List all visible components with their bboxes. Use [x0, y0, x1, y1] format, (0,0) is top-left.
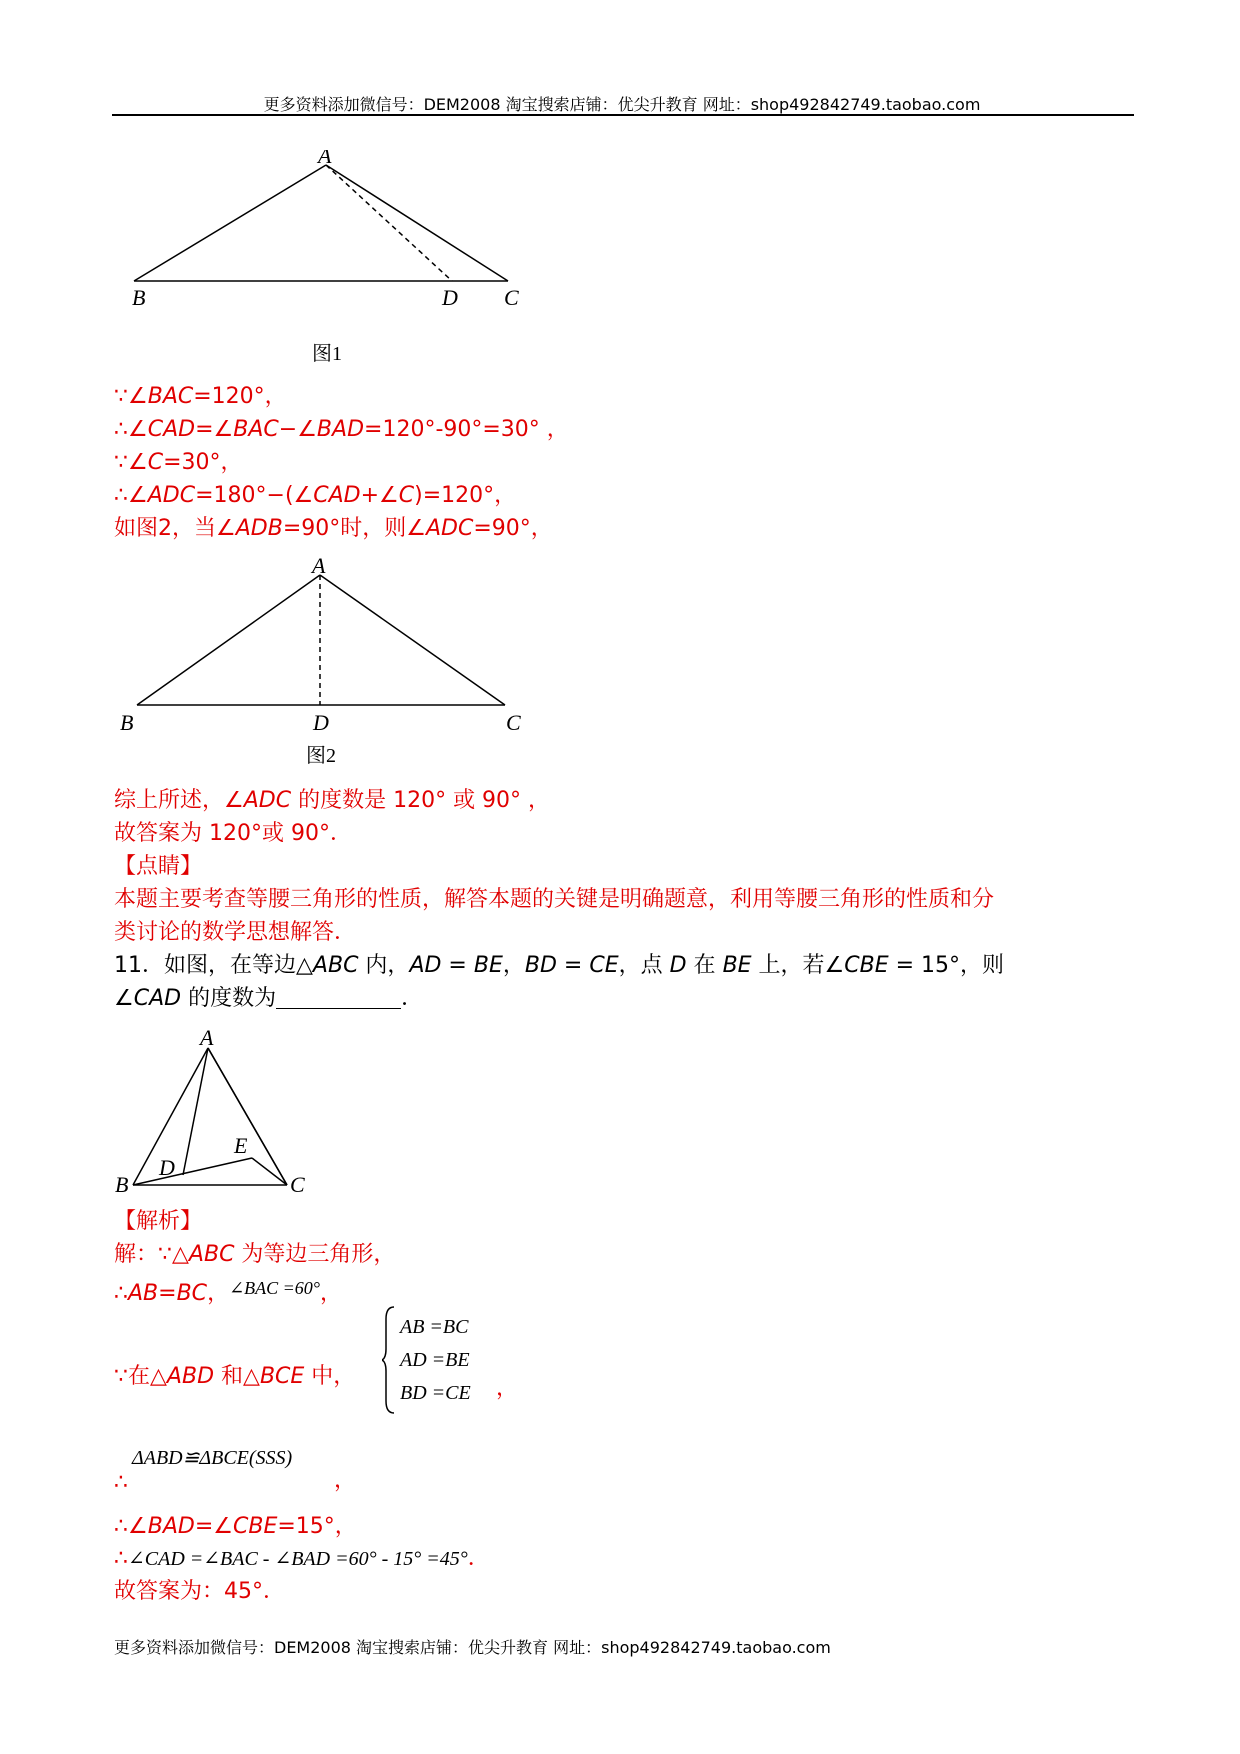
fig2-caption: 图2 — [306, 745, 336, 767]
figure-2 — [110, 555, 540, 775]
page-footer: 更多资料添加微信号：DEM2008 淘宝搜索店铺：优尖升教育 网址：shop492842749.taobao.com — [114, 1638, 831, 1657]
sol11-line-4: ∴ — [114, 1470, 128, 1495]
figure-3 — [110, 1030, 320, 1200]
fig1-label-c: C — [504, 285, 519, 310]
sol10-note-tag: 【点睛】 — [114, 854, 203, 879]
sol11-tag: 【解析】 — [114, 1209, 203, 1234]
system-brace — [382, 1305, 396, 1415]
sol10-line-3: ∵∠C=30°， — [114, 450, 243, 475]
figure-1 — [120, 150, 540, 380]
fig3-label-e: E — [234, 1133, 248, 1158]
fig3-seg-ad — [183, 1048, 208, 1175]
page-header: 更多资料添加微信号：DEM2008 淘宝搜索店铺：优尖升教育 网址：shop492842749.taobao.com — [263, 95, 981, 114]
q11-line-2: ∠CAD 的度数为 ． — [114, 986, 424, 1011]
fig2-side-ab — [137, 575, 320, 705]
sol10-line-7: 故答案为 120°或 90°． — [114, 821, 352, 846]
sol11-line-6: ∴∠CAD =∠BAC - ∠BAD =60° - 15° =45°． — [114, 1546, 490, 1571]
sol10-line-4: ∴∠ADC=180°−(∠CAD+∠C)=120°， — [114, 483, 517, 508]
sol10-note-2: 类讨论的数学思想解答． — [114, 920, 357, 945]
fig3-seg-ec — [252, 1158, 287, 1185]
q11-line-1: 11．如图，在等边△ABC 内，AD = BE，BD = CE，点 D 在 BE 上，若∠CBE = 15°，则 — [114, 953, 1005, 978]
sol11-line-2: ∴AB=BC，$^{\angle BAC =60^\circ}$， — [114, 1278, 343, 1306]
sol10-line-5: 如图2，当∠ADB=90°时，则∠ADC=90°， — [114, 516, 553, 541]
sol10-line-2: ∴∠CAD=∠BAC−∠BAD=120°-90°=30° ， — [114, 417, 569, 442]
sol11-line-3: ∵在△ABD 和△BCE 中， — [114, 1364, 356, 1389]
sol10-line-6: 综上所述，∠ADC 的度数是 120° 或 90° ， — [114, 788, 551, 813]
system-comma: ， — [496, 1376, 519, 1401]
sol11-line-4-comma: ， — [334, 1468, 357, 1493]
fig1-dashed-ad — [326, 165, 452, 281]
fig2-label-b: B — [120, 710, 134, 735]
sol10-note-1: 本题主要考查等腰三角形的性质，解答本题的关键是明确题意，利用等腰三角形的性质和分 — [114, 887, 995, 912]
sol11-line-7: 故答案为：45°． — [114, 1579, 285, 1604]
congruence-expr: ΔABD≌ΔBCE(SSS) — [132, 1447, 293, 1469]
fig2-label-c: C — [506, 710, 521, 735]
answer-blank[interactable] — [276, 986, 401, 1009]
fig3-seg-be — [133, 1158, 252, 1185]
fig3-label-a: A — [200, 1030, 214, 1050]
fig1-label-d: D — [442, 285, 458, 310]
system-eq-1: AB =BC — [400, 1316, 469, 1338]
system-eq-3: BD =CE — [400, 1382, 471, 1404]
fig2-side-ac — [320, 575, 505, 705]
fig3-label-c: C — [290, 1172, 305, 1197]
fig2-label-d: D — [313, 710, 329, 735]
sol11-line-5: ∴∠BAD=∠CBE=15°， — [114, 1514, 357, 1539]
sol10-line-1: ∵∠BAC=120°， — [114, 384, 287, 409]
system-eq-2: AD =BE — [400, 1349, 470, 1371]
fig3-label-d: D — [159, 1155, 175, 1180]
fig1-side-ab — [134, 165, 326, 281]
fig1-label-b: B — [132, 285, 146, 310]
fig1-label-a: A — [318, 150, 332, 168]
fig3-seg-ac-inner — [208, 1048, 287, 1185]
header-rule — [112, 114, 1134, 116]
fig1-caption: 图1 — [312, 343, 342, 365]
fig1-side-ac — [326, 165, 508, 281]
fig3-label-b: B — [115, 1172, 129, 1197]
fig2-label-a: A — [312, 555, 326, 578]
sol11-line-1: 解：∵△ABC 为等边三角形， — [114, 1242, 396, 1267]
